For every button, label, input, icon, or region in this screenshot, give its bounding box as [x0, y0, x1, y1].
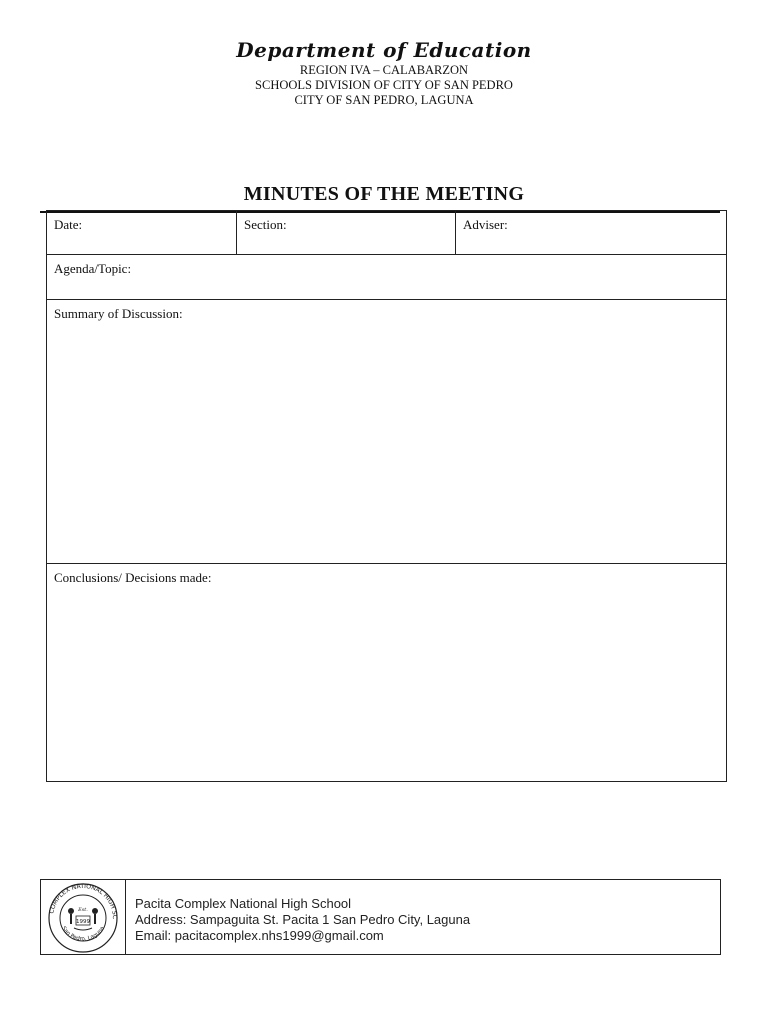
- school-email[interactable]: Email: pacitacomplex.nhs1999@gmail.com: [135, 928, 384, 943]
- footer-contact: [135, 896, 470, 944]
- section-field[interactable]: [237, 211, 456, 255]
- division-line: SCHOOLS DIVISION OF CITY OF SAN PEDRO: [255, 78, 513, 92]
- adviser-field[interactable]: [456, 211, 726, 255]
- school-logo-cell: [41, 880, 126, 954]
- seal-ring-text: COMPLEX NATIONAL HIGH SC: [48, 882, 119, 920]
- seal-year: 1999: [76, 919, 90, 925]
- summary-field[interactable]: [47, 300, 726, 564]
- conclusions-label: Conclusions/ Decisions made:: [54, 570, 212, 585]
- school-name: Pacita Complex National High School: [135, 896, 352, 911]
- page-title: MINUTES OF THE MEETING: [243, 183, 525, 205]
- school-seal-icon: [41, 880, 125, 954]
- seal-bottom-text: San Pedro, Laguna: [60, 925, 106, 943]
- section-label: Section:: [244, 217, 287, 232]
- adviser-label: Adviser:: [463, 217, 508, 232]
- agenda-field[interactable]: [47, 255, 726, 300]
- minutes-form: [46, 210, 727, 782]
- region-line: REGION IVA – CALABARZON: [299, 63, 469, 77]
- agenda-label: Agenda/Topic:: [54, 261, 132, 276]
- city-line: CITY OF SAN PEDRO, LAGUNA: [294, 93, 474, 107]
- school-address: Address: Sampaguita St. Pacita 1 San Pedro City, Laguna: [135, 912, 471, 927]
- department-heading: Department of Education: [236, 38, 532, 62]
- seal-est: Est.: [78, 907, 88, 913]
- date-field[interactable]: [47, 211, 237, 255]
- school-footer: [40, 879, 721, 955]
- summary-label: Summary of Discussion:: [54, 306, 183, 321]
- date-label: Date:: [54, 217, 83, 232]
- conclusions-field[interactable]: [47, 564, 726, 781]
